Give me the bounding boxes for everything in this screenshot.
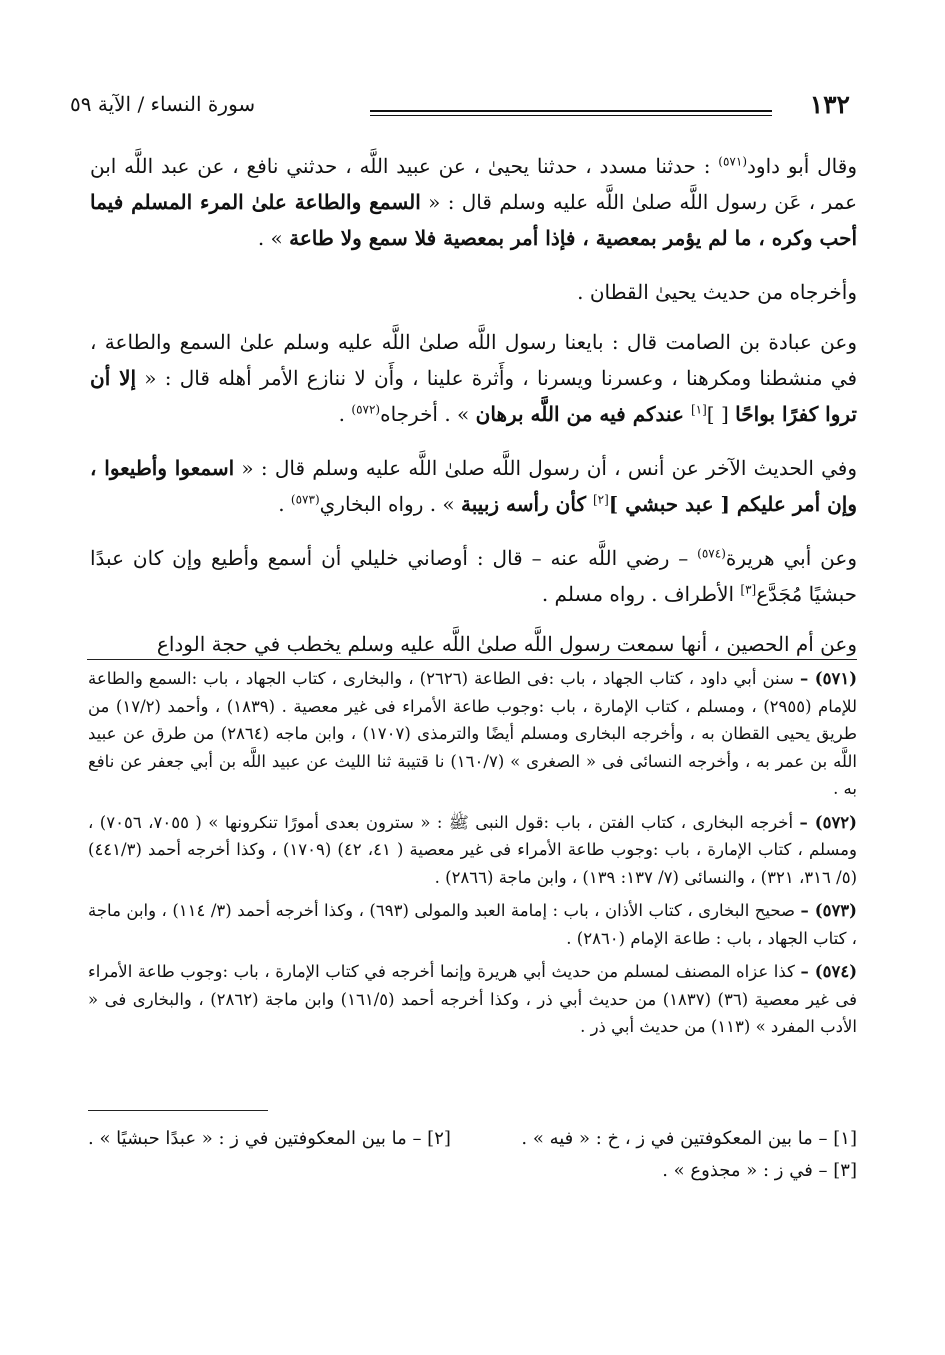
text-run: » . أخرجاه: [380, 402, 476, 426]
paragraph: [90, 324, 857, 432]
note-ref: (٥٧١): [718, 154, 748, 169]
header-rule: [370, 110, 772, 112]
footnote: [88, 809, 857, 892]
footnote: [88, 958, 857, 1041]
text-run: .: [278, 492, 291, 516]
note-ref: [١]: [690, 402, 707, 417]
editor-notes-row: [88, 1123, 857, 1155]
footnote-number: (٥٧٤) –: [800, 962, 857, 981]
editor-note-1: [١] – ما بين المعكوفتين في ز ، خ : « فيه » .: [521, 1128, 857, 1149]
text-run: » . رواه البخاري: [319, 492, 462, 516]
text-run: – رضي اللَّه عنه – قال : أوصاني خليلي أن أسمع وأطيع وإن كان عبدًا حبشيًا مُجَدَّع: [90, 546, 857, 606]
footnote: [88, 897, 857, 952]
note-ref: [٣]: [740, 582, 757, 597]
footnote-number: (٥٧١) –: [799, 669, 857, 688]
page-header: [70, 90, 850, 130]
paragraph: [90, 274, 857, 310]
text-run: [ ]: [706, 402, 736, 426]
text-run: السمع والطاعة علىٰ المرء المسلم فيما أحب وكره ، ما لم يؤمر بمعصية ، فإذا أمر بمعصية فلا سمع ولا طاعة: [90, 190, 857, 250]
text-run: وأخرجاه من حديث يحيىٰ القطان .: [577, 280, 857, 304]
text-run: وعن أبي هريرة: [725, 546, 857, 570]
footnote-number: (٥٧٣) –: [800, 901, 857, 920]
note-ref: (٥٧٤): [697, 546, 726, 561]
main-text: [90, 148, 857, 680]
footnote-text: صحيح البخارى ، كتاب الأذان ، باب : إمامة العبد والمولى (٦٩٣) ، وكذا أخرجه أحمد (٣/ ١١٤) ، وابن ماجة ، كتاب الجهاد ، باب : طاعة الإمام (٢٨٦٠) .: [88, 901, 857, 948]
text-run: الأطراف . رواه مسلم .: [541, 582, 741, 606]
sura-title: سورة النساء / الآية ٥٩: [70, 92, 256, 116]
text-run: عندكم فيه من اللَّه برهان: [475, 402, 691, 426]
text-run: وقال أبو داود: [747, 154, 857, 178]
text-run: إلا أن تروا كفرًا بواحًا: [90, 366, 857, 426]
note-ref: (٥٧٣): [290, 492, 320, 507]
footnote-text: كذا عزاه المصنف لمسلم من حديث أبي هريرة وإنما أخرجه في كتاب الإمارة ، باب :وجوب طاعة الأمراء فى غير معصية (٣٦) (١٨٣٧) من حديث أبي ذر ، وكذا أخرجه أحمد (١٦١/٥) وابن ماجة (٢٨٦٢) ، والبخارى فى « الأدب المفرد » (١١٣) من حديث أبي ذر .: [88, 962, 857, 1036]
page-number: ١٣٢: [809, 90, 850, 119]
footnotes: [88, 665, 857, 1047]
footnote-text: سنن أبي داود ، كتاب الجهاد ، باب :فى الطاعة (٢٦٢٦) ، والبخارى ، كتاب الجهاد ، باب :السمع والطاعة للإمام (٢٩٥٥) ، ومسلم ، كتاب الإمارة ، باب :وجوب طاعة الأمراء فى غير معصية . (١٨٣٩) ، وأحمد (١٧/٢) من طريق يحيى القطان به ، وأخرجه البخارى ومسلم أيضًا والترمذى (١٧٠٧) ، وابن ماجه (٢٨٦٤) من طرق عن عبيد اللَّه بن عمر به ، وأخرجه النسائى فى « الصغرى » (١٦٠/٧) نا قتيبة ثنا الليث عن عبيد اللَّه بن أبي جعفر عن نافع به .: [88, 669, 858, 798]
text-run: وفي الحديث الآخر عن أنس ، أن رسول اللَّه صلىٰ اللَّه عليه وسلم قال : «: [234, 456, 857, 480]
footnote-number: (٥٧٢) –: [799, 812, 857, 832]
editor-note-3: [٣] – في ز : « مجذوع » .: [662, 1160, 857, 1181]
text-run: .: [338, 402, 352, 426]
text-run: وعن عبادة بن الصامت قال : بايعنا رسول اللَّه صلىٰ اللَّه عليه وسلم علىٰ السمع والطاعة ، في منشطنا ومكرهنا ، وعسرنا ويسرنا ، وأَثرة علينا ، وأَن لا ننازع الأمر أهله قال : «: [90, 330, 858, 390]
note-ref: (٥٧٢): [351, 402, 381, 417]
note-ref: [٢]: [592, 492, 609, 507]
paragraph: [90, 540, 857, 612]
text-run: اسمعوا وأطيعوا ، وإن أمر عليكم [ عبد حبشي ]: [90, 456, 857, 516]
editor-notes: [88, 1123, 857, 1187]
paragraph: [90, 450, 857, 522]
footnote-text: أخرجه البخارى ، كتاب الفتن ، باب :قول النبى ﷺ : « سترون بعدى أمورًا تنكرونها » ( ٧٠٥٥، ٧٠٥٦) ، ومسلم ، كتاب الإمارة ، باب :وجوب طاعة الأمراء فى غير معصية ( ٤١، ٤٢) (١٧٠٩) ، وكذا أخرجه أحمد (٤٤١/٣) (٥/ ٣١٦، ٣٢١) ، والنسائى (٧/ ١٣٧: ١٣٩) ، وابن ماجة (٢٨٦٦) .: [88, 812, 857, 887]
text-run: وعن أم الحصين ، أنها سمعت رسول اللَّه صلىٰ اللَّه عليه وسلم يخطب في حجة الوداع: [156, 632, 857, 656]
paragraph: [90, 148, 857, 256]
text-run: : حدثنا مسدد ، حدثنا يحيىٰ ، عن عبيد اللَّه ، حدثني نافع ، عن عبد اللَّه ابن عمر ، عَن رسول اللَّه صلىٰ اللَّه عليه وسلم قال : «: [90, 154, 858, 214]
paragraph: [90, 626, 857, 662]
text-run: » .: [257, 226, 290, 250]
editor-notes-divider: [88, 1110, 268, 1111]
footnote: [88, 665, 857, 803]
text-run: كأن رأسه زبيبة: [461, 492, 593, 516]
editor-note-2: [٢] – ما بين المعكوفتين في ز : « عبدًا حبشيًا » .: [88, 1128, 451, 1149]
footnote-divider: [87, 659, 857, 660]
